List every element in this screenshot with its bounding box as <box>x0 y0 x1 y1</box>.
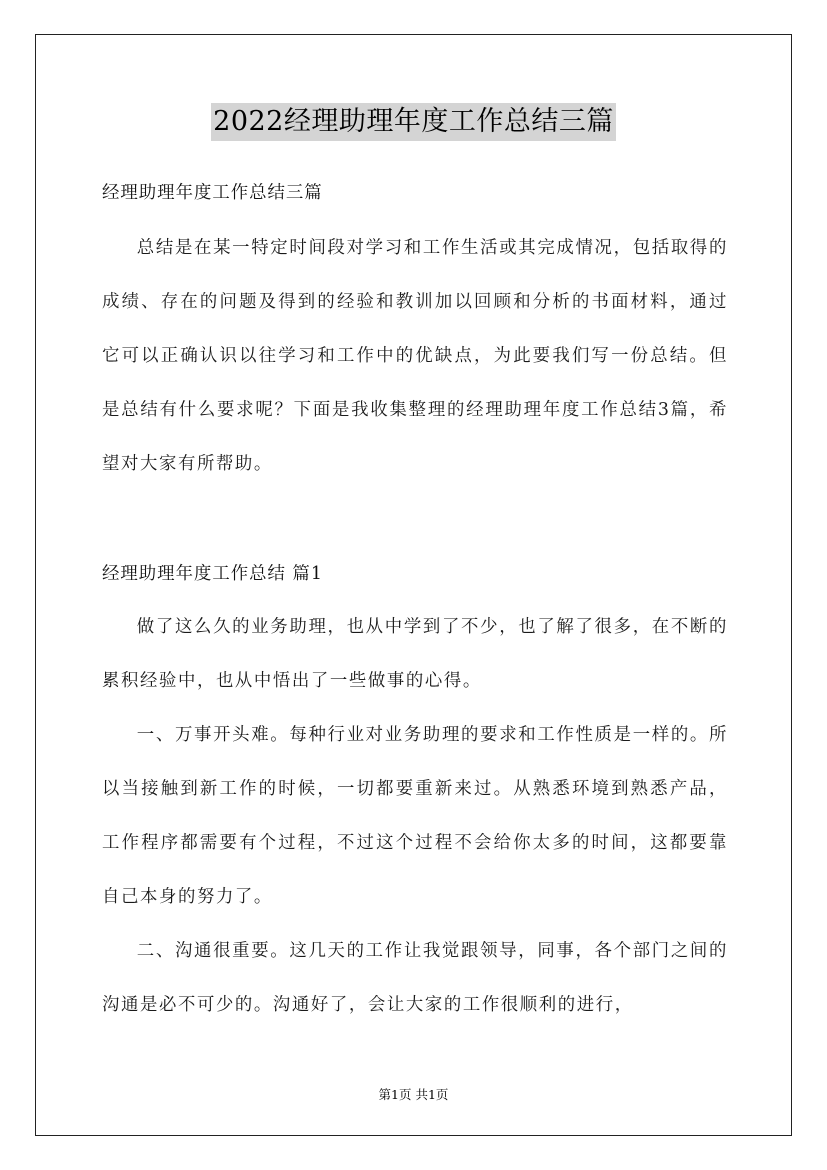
document-title: 2022经理助理年度工作总结三篇 <box>211 103 616 141</box>
section1-heading: 经理助理年度工作总结 篇1 <box>102 564 323 584</box>
page-footer: 第1页 共1页 <box>378 1087 449 1102</box>
section1-paragraph-1: 做了这么久的业务助理，也从中学到了不少，也了解了很多，在不断的累积经验中，也从中悟出了一些做事的心得。 <box>102 617 728 691</box>
section1-body <box>102 600 728 1032</box>
intro-section <box>102 221 728 491</box>
title-container <box>0 103 827 141</box>
section1-paragraph-3: 二、沟通很重要。这几天的工作让我觉跟领导，同事，各个部门之间的沟通是必不可少的。沟通好了，会让大家的工作很顺利的进行， <box>102 941 728 1015</box>
section1-paragraph-2: 一、万事开头难。每种行业对业务助理的要求和工作性质是一样的。所以当接触到新工作的时候，一切都要重新来过。从熟悉环境到熟悉产品，工作程序都需要有个过程，不过这个过程不会给你太多的时间，这都要靠自己本身的努力了。 <box>102 725 728 907</box>
document-subtitle: 经理助理年度工作总结三篇 <box>102 183 323 203</box>
intro-paragraph: 总结是在某一特定时间段对学习和工作生活或其完成情况，包括取得的成绩、存在的问题及得到的经验和教训加以回顾和分析的书面材料，通过它可以正确认识以往学习和工作中的优缺点，为此要我们写一份总结。但是总结有什么要求呢？下面是我收集整理的经理助理年度工作总结3篇，希望对大家有所帮助。 <box>102 238 728 474</box>
